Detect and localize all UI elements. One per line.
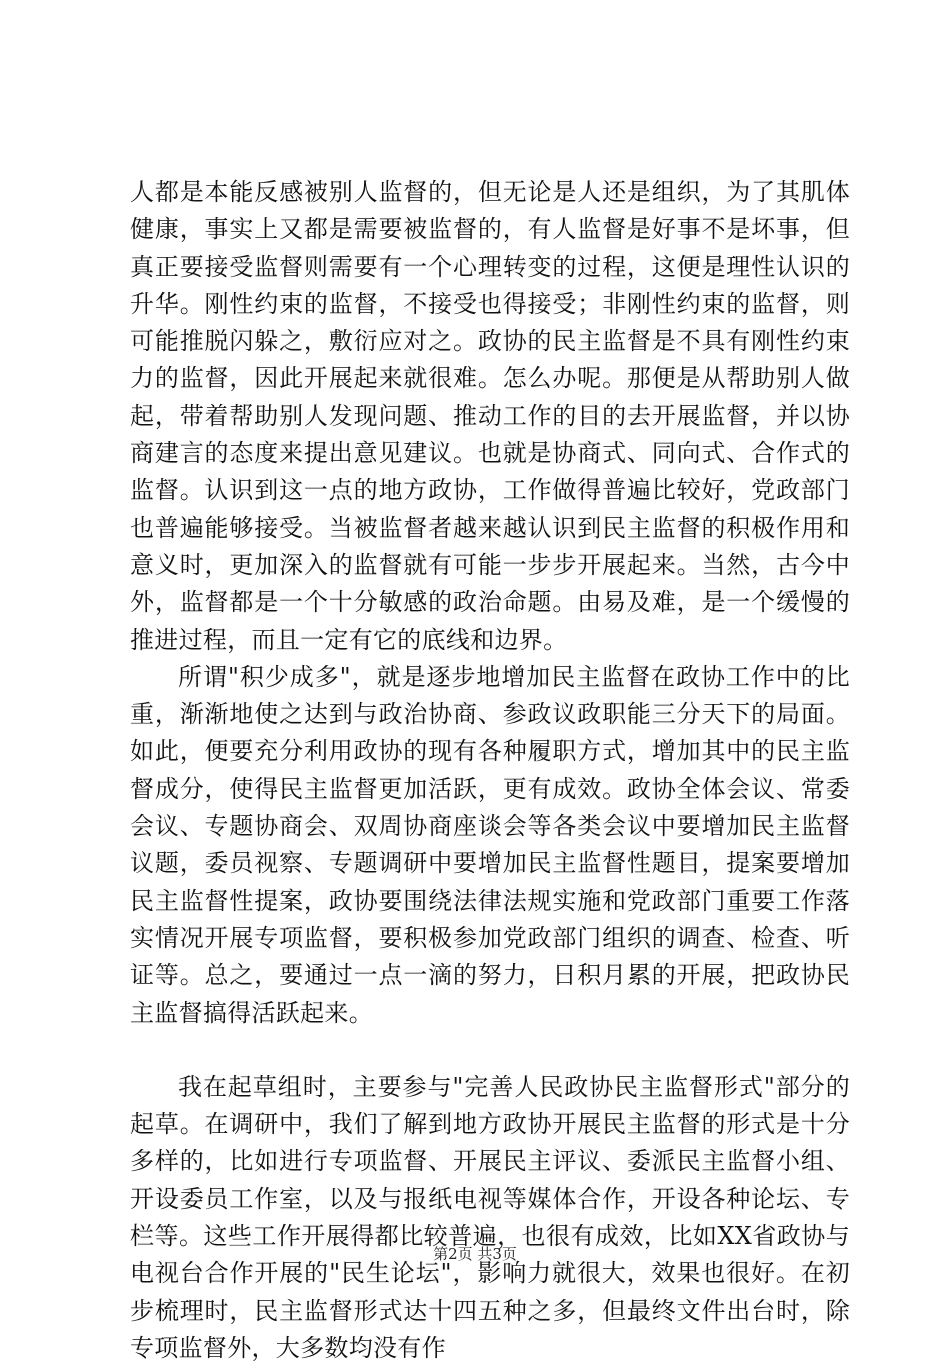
paragraph-1: 人都是本能反感被别人监督的，但无论是人还是组织，为了其肌体健康，事实上又都是需要被监督的，有人监督是好事不是坏事，但真正要接受监督则需要有一个心理转变的过程，这便是理性认识的升华。刚性约束的监督，不接受也得接受；非刚性约束的监督，则可能推脱闪躲之，敷衍应对之。政协的民主监督是不具有刚性约束力的监督，因此开展起来就很难。怎么办呢。那便是从帮助别人做起，带着帮助别人发现问题、推动工作的目的去开展监督，并以协商建言的态度来提出意见建议。也就是协商式、同向式、合作式的监督。认识到这一点的地方政协，工作做得普遍比较好，党政部门也普遍能够接受。当被监督者越来越认识到民主监督的积极作用和意义时，更加深入的监督就有可能一步步开展起来。当然，古今中外，监督都是一个十分敏感的政治命题。由易及难，是一个缓慢的推进过程，而且一定有它的底线和边界。 [130, 178, 850, 654]
page-footer: 第2页 共3页 [433, 1245, 517, 1263]
paragraph-spacer [130, 1032, 850, 1069]
paragraph-2: 所谓"积少成多"，就是逐步地增加民主监督在政协工作中的比重，渐渐地使之达到与政治协商、参政议政职能三分天下的局面。如此，便要充分利用政协的现有各种履职方式，增加其中的民主监督成分，使得民主监督更加活跃，更有成效。政协全体会议、常委会议、专题协商会、双周协商座谈会等各类会议中要增加民主监督议题，委员视察、专题调研中要增加民主监督性题目，提案要增加民主监督性提案，政协要围绕法律法规实施和党政部门重要工作落实情况开展专项监督，要积极参加党政部门组织的调查、检查、听证等。总之，要通过一点一滴的努力，日积月累的开展，把政协民主监督搞得活跃起来。 [130, 662, 850, 1027]
paragraph-3: 我在起草组时，主要参与"完善人民政协民主监督形式"部分的起草。在调研中，我们了解到地方政协开展民主监督的形式是十分多样的，比如进行专项监督、开展民主评议、委派民主监督小组、开设委员工作室，以及与报纸电视等媒体合作，开设各种论坛、专栏等。这些工作开展得都比较普遍，也很有成效，比如XX省政协与电视台合作开展的"民生论坛"，影响力就很大，效果也很好。在初步梳理时，民主监督形式达十四五种之多，但最终文件出台时，除专项监督外，大多数均没有作 [130, 1072, 850, 1362]
document-body [130, 174, 850, 1367]
